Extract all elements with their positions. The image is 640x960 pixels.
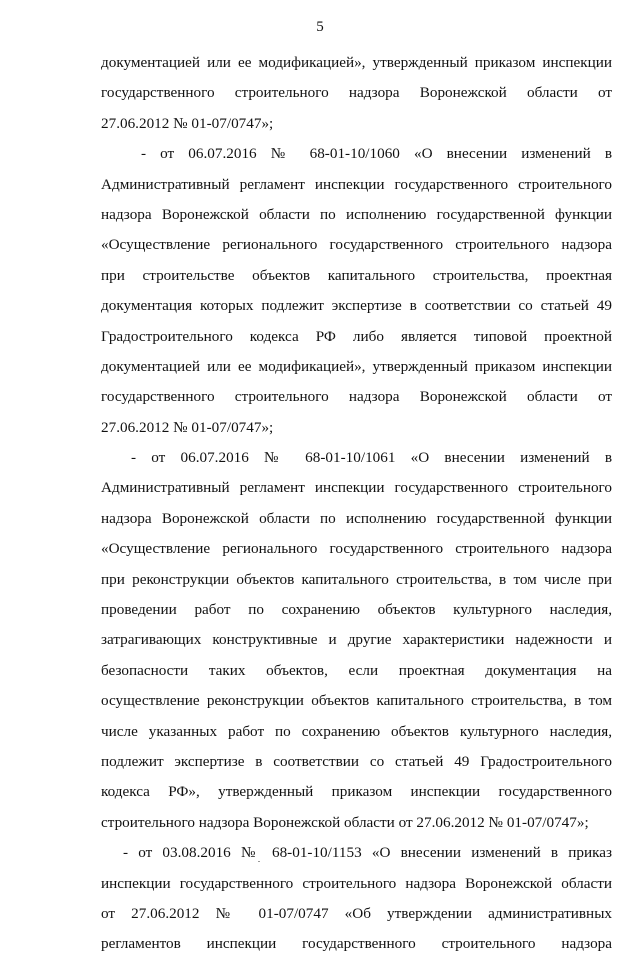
text-line: безопасности таких объектов, если проектная документация на [101,661,612,679]
text-line: регламентов инспекции государственного строительного надзора [101,935,612,953]
text-line: государственного строительного надзора Воронежской области от [101,84,612,102]
text-line: - от 03.08.2016 № 68-01-10/1153 «О внесении изменений в приказ [123,844,612,862]
text-line: 27.06.2012 № 01-07/0747»; [101,114,274,132]
text-line: осуществление реконструкции объектов капитального строительства, в том [101,692,612,710]
paragraph-2 [101,139,612,443]
text-line: надзора Воронежской области по исполнению государственной функции [101,509,612,527]
document-body [101,48,612,960]
text-line: «Осуществление регионального государственного строительного надзора [101,540,612,558]
text-line: Градостроительного кодекса РФ либо является типовой проектной [101,327,612,345]
text-line: при строительстве объектов капитального строительства, проектная [101,266,612,284]
paragraph-3 [101,443,612,838]
text-line: Административный регламент инспекции государственного строительного [101,479,612,497]
text-line: строительного надзора Воронежской области от 27.06.2012 № 01-07/0747»; [101,813,589,831]
text-line: «Осуществление регионального государственного строительного надзора [101,236,612,254]
text-line: - от 06.07.2016 № 68-01-10/1061 «О внесении изменений в [131,449,612,467]
paragraph-4 [101,838,612,960]
page-number: 5 [316,19,324,35]
scan-artifact [258,861,260,862]
text-line: государственного строительного надзора Воронежской области от [101,388,612,406]
text-line: при реконструкции объектов капитального строительства, в том числе при [101,570,612,588]
paragraph-1 [101,48,612,139]
text-line: числе указанных работ по сохранению объектов культурного наследия, [101,722,612,740]
text-line: кодекса РФ», утвержденный приказом инспекции государственного [101,783,612,801]
text-line: - от 06.07.2016 № 68-01-10/1060 «О внесении изменений в [141,145,612,163]
text-line: документацией или ее модификацией», утвержденный приказом инспекции [101,357,612,375]
text-line: Административный регламент инспекции государственного строительного [101,175,612,193]
text-line: затрагивающих конструктивные и другие характеристики надежности и [101,631,612,649]
text-line: надзора Воронежской области по исполнению государственной функции [101,205,612,223]
text-line: от 27.06.2012 № 01-07/0747 «Об утверждении административных [101,904,612,922]
text-line: документация которых подлежит экспертизе в соответствии со статьей 49 [101,297,612,315]
text-line: инспекции государственного строительного надзора Воронежской области [101,874,612,892]
text-line: документацией или ее модификацией», утвержденный приказом инспекции [101,54,612,71]
text-line: проведении работ по сохранению объектов культурного наследия, [101,601,612,619]
text-line: 27.06.2012 № 01-07/0747»; [101,418,274,436]
text-line: подлежит экспертизе в соответствии со статьей 49 Градостроительного [101,752,612,770]
